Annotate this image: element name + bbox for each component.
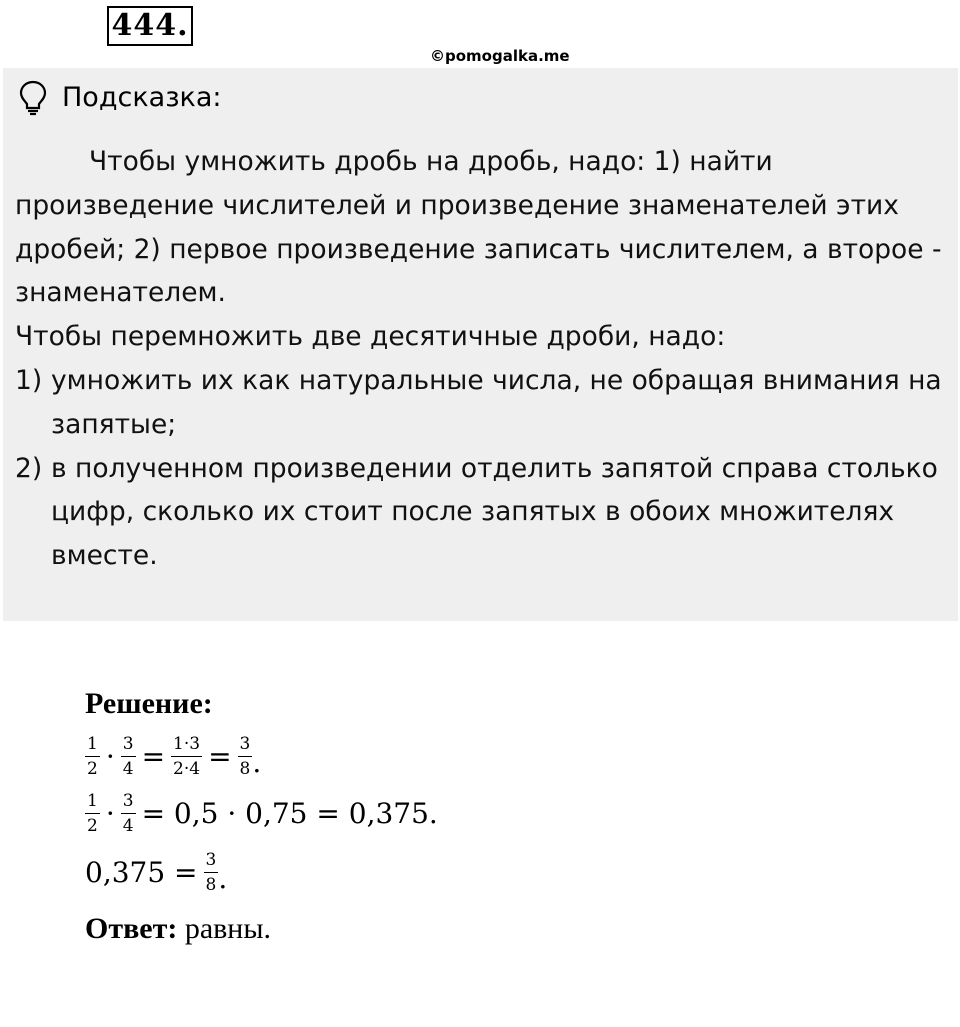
watermark: ©pomogalka.me	[430, 47, 570, 65]
hint-paragraph-decimals: Чтобы перемножить две десятичные дроби, надо:	[15, 321, 726, 353]
hint-paragraph-fractions: Чтобы умножить дробь на дробь, надо: 1) найти произведение числителей и произведение знаменателей этих дробей; 2) первое произведение записать числителем, а второе - знаменателем.	[15, 146, 942, 309]
equation-line-3: 0,375 = $\frac{3}{8}$ .	[85, 850, 228, 895]
task-number: 444.	[107, 6, 193, 46]
solution	[85, 684, 885, 949]
fraction: $\frac{3}{4}$	[122, 734, 134, 779]
hint-box	[3, 68, 958, 621]
hint-list-item	[15, 447, 945, 578]
equation-line-2: $\frac{1}{2}$ · $\frac{3}{4}$ = 0,5 · 0,75 = 0,375.	[87, 791, 438, 836]
fraction: $\frac{3}{4}$	[122, 791, 134, 836]
solution-title: Решение:	[85, 687, 213, 720]
hint-list-item	[15, 359, 945, 447]
list-text: в полученном произведении отделить запятой справа столько цифр, сколько их стоит после запятых в обоих множителях вместе.	[51, 452, 938, 572]
fraction: $\frac{1}{2}$	[87, 734, 98, 779]
hint-header	[18, 80, 222, 116]
answer-value: равны.	[184, 912, 272, 945]
list-number: 1)	[15, 364, 43, 396]
answer-label: Ответ:	[85, 912, 178, 945]
fraction: $\frac{1}{2}$	[87, 791, 98, 836]
equation-line-1: $\frac{1}{2}$ · $\frac{3}{4}$ = $\frac{1\cdot 3}{2\cdot 4}$ = $\frac{3}{8}$ .	[87, 734, 262, 779]
list-text: умножить их как натуральные числа, не обращая внимания на запятые;	[51, 364, 942, 440]
hint-title: Подсказка:	[62, 82, 222, 113]
lightbulb-icon	[18, 80, 48, 116]
fraction: $\frac{1\cdot 3}{2\cdot 4}$	[173, 734, 201, 779]
answer	[85, 909, 885, 949]
fraction: $\frac{3}{8}$	[205, 850, 217, 895]
hint-body	[15, 140, 945, 578]
list-number: 2)	[15, 452, 43, 484]
fraction: $\frac{3}{8}$	[239, 734, 251, 779]
